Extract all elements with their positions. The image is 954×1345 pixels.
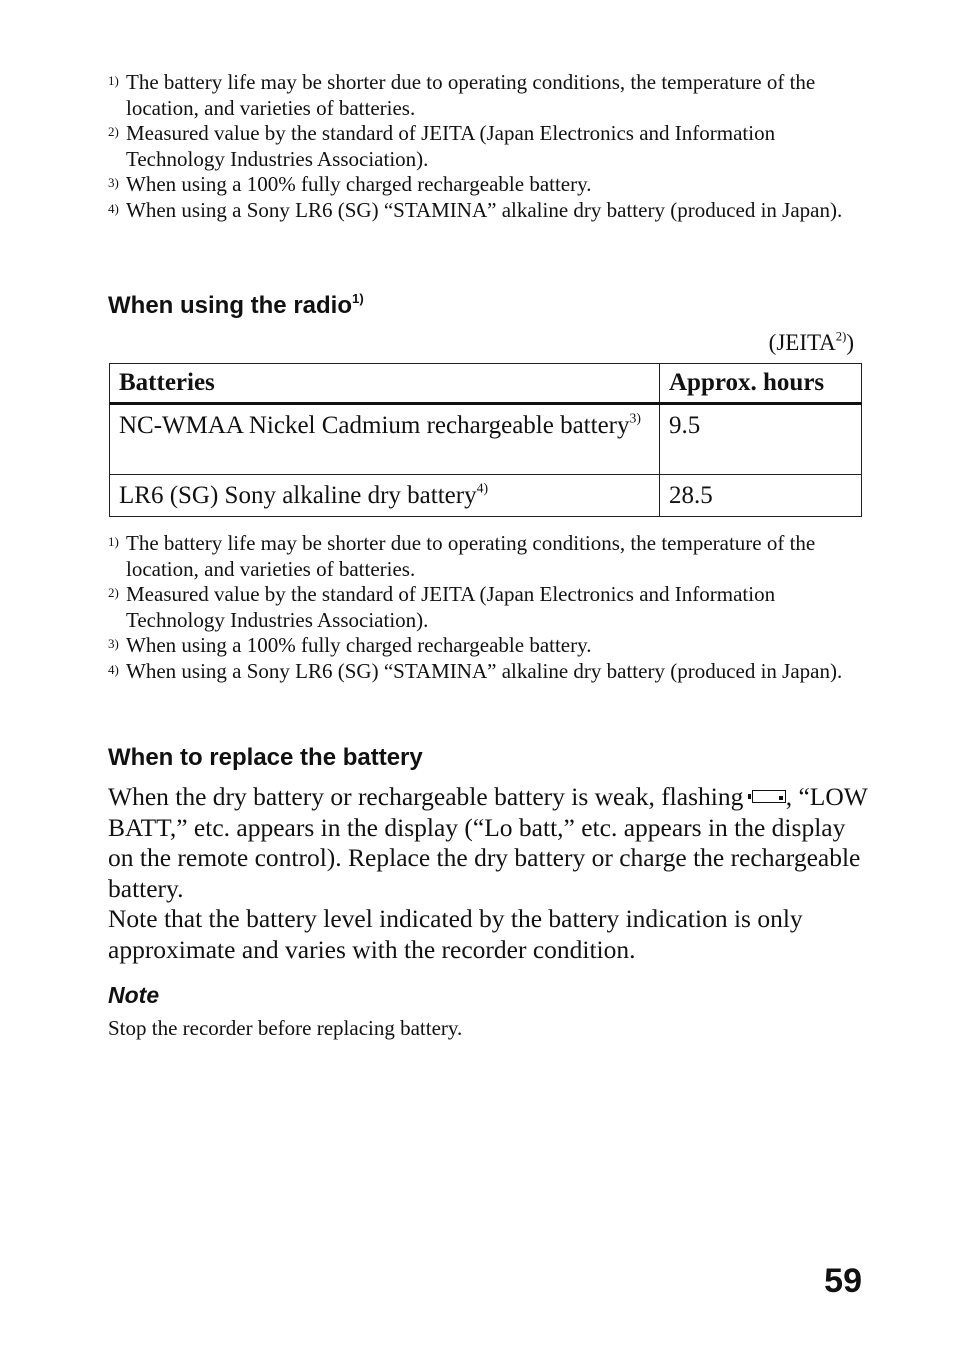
jeita-prefix: (JEITA xyxy=(768,330,836,355)
footnote-marker: 3) xyxy=(108,175,119,191)
note-title: Note xyxy=(108,982,160,1008)
hours-cell: 9.5 xyxy=(660,404,862,475)
battery-marker: 3) xyxy=(629,410,641,426)
footnote-marker: 1) xyxy=(108,534,119,549)
footnote-text: Measured value by the standard of JEITA (Japan Electronics and Information Technology Industries Association). xyxy=(126,121,776,171)
footnote-3 xyxy=(108,172,868,198)
footnote-marker: 2) xyxy=(108,585,119,601)
footnote-marker: 4) xyxy=(108,661,119,677)
footnote-text: When using a 100% fully charged rechargeable battery. xyxy=(126,633,592,658)
footnote-1 xyxy=(108,531,868,582)
footnote-1 xyxy=(108,70,868,121)
footnote-2 xyxy=(108,582,868,633)
header-batteries: Batteries xyxy=(110,364,660,404)
hours-cell: 28.5 xyxy=(660,475,862,517)
replace-paragraph-2: Note that the battery level indicated by the battery indication is only approximate and varies with the recorder condition. xyxy=(108,904,803,964)
footnote-3 xyxy=(108,633,868,659)
replace-paragraph-1 xyxy=(108,782,868,904)
top-footnotes xyxy=(108,70,868,224)
footnote-2 xyxy=(108,121,868,172)
battery-cell xyxy=(110,475,660,517)
replace-section-body xyxy=(108,782,868,965)
radio-heading-text: When using the radio xyxy=(108,292,352,319)
battery-name: LR6 (SG) Sony alkaline dry battery xyxy=(119,482,477,509)
footnote-text: The battery life may be shorter due to operating conditions, the temperature of the location, and varieties of batteries. xyxy=(126,70,816,120)
battery-low-icon xyxy=(752,790,786,803)
footnote-4 xyxy=(108,659,868,685)
footnote-marker: 4) xyxy=(108,200,119,216)
footnote-text: Measured value by the standard of JEITA (Japan Electronics and Information Technology Industries Association). xyxy=(126,582,776,632)
battery-name: NC-WMAA Nickel Cadmium rechargeable battery xyxy=(119,412,630,439)
replace-section-heading: When to replace the battery xyxy=(108,744,423,771)
jeita-marker: 2) xyxy=(835,329,847,344)
note-text: Stop the recorder before replacing battery. xyxy=(108,1016,463,1040)
jeita-standard-label xyxy=(769,330,854,356)
radio-heading-marker: 1) xyxy=(352,291,364,307)
battery-life-table xyxy=(109,363,862,517)
footnote-4 xyxy=(108,198,868,224)
footnote-marker: 2) xyxy=(108,124,119,140)
header-approx-hours: Approx. hours xyxy=(660,364,862,404)
battery-marker: 4) xyxy=(476,480,489,496)
page-number: 59 xyxy=(824,1262,862,1300)
table-row xyxy=(110,404,862,475)
radio-section-heading xyxy=(108,292,364,320)
footnote-text: When using a 100% fully charged rechargeable battery. xyxy=(126,172,592,197)
bottom-footnotes xyxy=(108,531,868,685)
footnote-marker: 3) xyxy=(108,636,119,652)
battery-cell xyxy=(110,404,660,475)
footnote-text: When using a Sony LR6 (SG) “STAMINA” alkaline dry battery (produced in Japan). xyxy=(126,658,843,683)
footnote-text: The battery life may be shorter due to operating conditions, the temperature of the location, and varieties of batteries. xyxy=(126,531,816,581)
para1-text-end: , “LOW BATT,” etc. appears in the display (“Lo batt,” etc. appears in the display on the remote control). Replace the dry battery or charge the rechargeable battery. xyxy=(108,782,868,903)
jeita-suffix: ) xyxy=(846,330,854,355)
table-row xyxy=(110,475,862,517)
footnote-text: When using a Sony LR6 (SG) “STAMINA” alkaline dry battery (produced in Japan). xyxy=(126,197,843,222)
para1-text-start: When the dry battery or rechargeable battery is weak, flashing xyxy=(108,782,744,811)
footnote-marker: 1) xyxy=(108,73,119,88)
table-header-row xyxy=(110,364,862,404)
